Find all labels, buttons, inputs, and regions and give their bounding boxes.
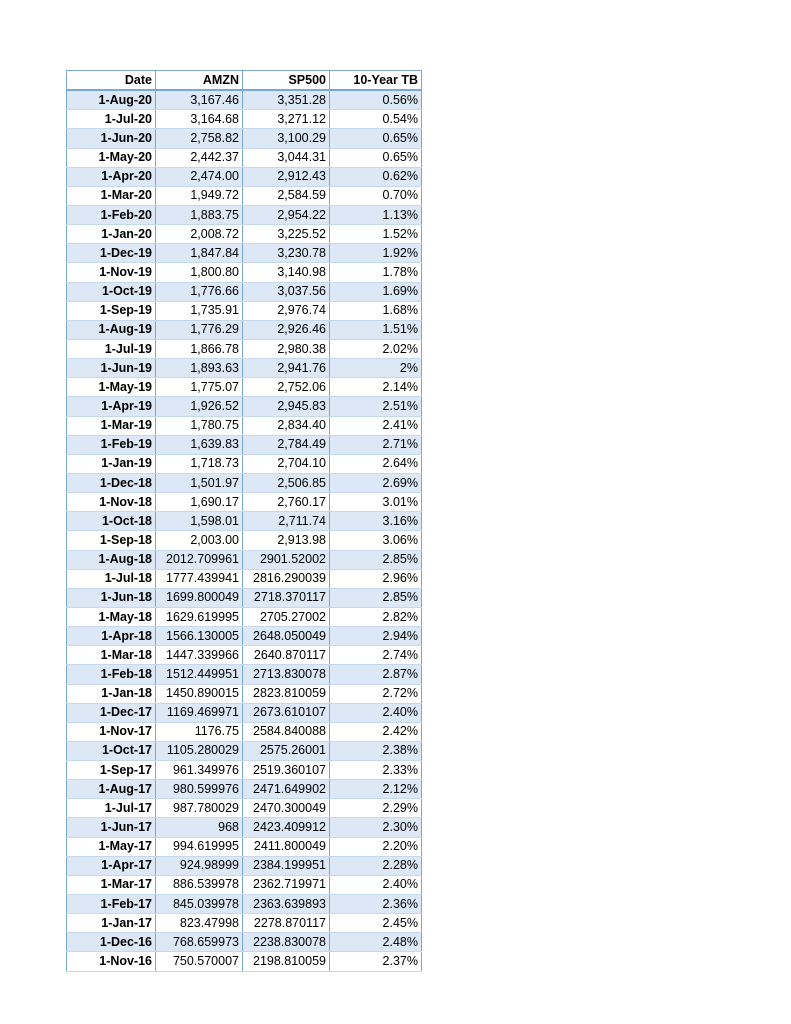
table-row (67, 780, 422, 799)
table-row (67, 952, 422, 971)
treasury-yield-cell[interactable]: 2% (330, 359, 422, 378)
table-row (67, 473, 422, 492)
table-row (67, 684, 422, 703)
header-sp500[interactable]: SP500 (243, 71, 330, 91)
treasury-yield-cell[interactable]: 1.13% (330, 205, 422, 224)
table-row (67, 837, 422, 856)
date-cell[interactable]: 1-Dec-18 (67, 473, 156, 492)
sp500-cell[interactable]: 2648.050049 (243, 627, 330, 646)
table-row (67, 569, 422, 588)
sp500-cell[interactable]: 2816.290039 (243, 569, 330, 588)
amzn-cell[interactable]: 1777.439941 (156, 569, 243, 588)
date-cell[interactable]: 1-Jul-18 (67, 569, 156, 588)
sp500-cell[interactable]: 2,834.40 (243, 416, 330, 435)
date-cell[interactable]: 1-Jul-19 (67, 339, 156, 358)
date-cell[interactable]: 1-Sep-17 (67, 761, 156, 780)
date-cell[interactable]: 1-May-19 (67, 378, 156, 397)
sp500-cell[interactable]: 2,926.46 (243, 320, 330, 339)
header-10-year-tb[interactable]: 10-Year TB (330, 71, 422, 91)
date-cell[interactable]: 1-Sep-19 (67, 301, 156, 320)
sp500-cell[interactable]: 2423.409912 (243, 818, 330, 837)
table-row (67, 799, 422, 818)
amzn-cell[interactable]: 1,776.66 (156, 282, 243, 301)
amzn-cell[interactable]: 1,893.63 (156, 359, 243, 378)
date-cell[interactable]: 1-Jan-20 (67, 225, 156, 244)
table-row (67, 531, 422, 550)
sp500-cell[interactable]: 2575.26001 (243, 741, 330, 760)
table-row (67, 339, 422, 358)
date-cell[interactable]: 1-Jan-18 (67, 684, 156, 703)
sp500-cell[interactable]: 3,225.52 (243, 225, 330, 244)
amzn-cell[interactable]: 1,598.01 (156, 512, 243, 531)
table-body (67, 90, 422, 971)
sp500-cell[interactable]: 3,140.98 (243, 263, 330, 282)
amzn-cell[interactable]: 1512.449951 (156, 665, 243, 684)
date-cell[interactable]: 1-Feb-20 (67, 205, 156, 224)
date-cell[interactable]: 1-Jun-19 (67, 359, 156, 378)
date-cell[interactable]: 1-Nov-18 (67, 493, 156, 512)
sp500-cell[interactable]: 3,100.29 (243, 129, 330, 148)
table-row (67, 110, 422, 129)
date-cell[interactable]: 1-Feb-18 (67, 665, 156, 684)
date-cell[interactable]: 1-Aug-17 (67, 780, 156, 799)
treasury-yield-cell[interactable]: 2.48% (330, 933, 422, 952)
treasury-yield-cell[interactable]: 3.16% (330, 512, 422, 531)
sp500-cell[interactable]: 2470.300049 (243, 799, 330, 818)
sp500-cell[interactable]: 2,976.74 (243, 301, 330, 320)
amzn-cell[interactable]: 961.349976 (156, 761, 243, 780)
amzn-cell[interactable]: 1105.280029 (156, 741, 243, 760)
sp500-cell[interactable]: 2901.52002 (243, 550, 330, 569)
date-cell[interactable]: 1-Dec-19 (67, 244, 156, 263)
date-cell[interactable]: 1-Nov-16 (67, 952, 156, 971)
table-row (67, 225, 422, 244)
treasury-yield-cell[interactable]: 2.74% (330, 646, 422, 665)
treasury-yield-cell[interactable]: 1.51% (330, 320, 422, 339)
amzn-cell[interactable]: 1,776.29 (156, 320, 243, 339)
table-row (67, 397, 422, 416)
amzn-cell[interactable]: 1,718.73 (156, 454, 243, 473)
table-row (67, 761, 422, 780)
amzn-cell[interactable]: 1699.800049 (156, 588, 243, 607)
treasury-yield-cell[interactable]: 2.87% (330, 665, 422, 684)
date-cell[interactable]: 1-Aug-18 (67, 550, 156, 569)
treasury-yield-cell[interactable]: 0.65% (330, 129, 422, 148)
amzn-cell[interactable]: 1,926.52 (156, 397, 243, 416)
sp500-cell[interactable]: 3,044.31 (243, 148, 330, 167)
amzn-cell[interactable]: 1,949.72 (156, 186, 243, 205)
date-cell[interactable]: 1-Dec-16 (67, 933, 156, 952)
date-cell[interactable]: 1-Apr-17 (67, 856, 156, 875)
treasury-yield-cell[interactable]: 2.30% (330, 818, 422, 837)
amzn-cell[interactable]: 823.47998 (156, 914, 243, 933)
table-row (67, 320, 422, 339)
sp500-cell[interactable]: 2,760.17 (243, 493, 330, 512)
sp500-cell[interactable]: 3,230.78 (243, 244, 330, 263)
treasury-yield-cell[interactable]: 2.85% (330, 550, 422, 569)
treasury-yield-cell[interactable]: 2.85% (330, 588, 422, 607)
amzn-cell[interactable]: 1450.890015 (156, 684, 243, 703)
date-cell[interactable]: 1-Oct-17 (67, 741, 156, 760)
date-cell[interactable]: 1-Oct-19 (67, 282, 156, 301)
date-cell[interactable]: 1-Mar-18 (67, 646, 156, 665)
sp500-cell[interactable]: 2471.649902 (243, 780, 330, 799)
treasury-yield-cell[interactable]: 2.45% (330, 914, 422, 933)
sp500-cell[interactable]: 2,506.85 (243, 473, 330, 492)
table-row (67, 588, 422, 607)
date-cell[interactable]: 1-Apr-18 (67, 627, 156, 646)
treasury-yield-cell[interactable]: 2.51% (330, 397, 422, 416)
treasury-yield-cell[interactable]: 2.36% (330, 895, 422, 914)
date-cell[interactable]: 1-Mar-19 (67, 416, 156, 435)
treasury-yield-cell[interactable]: 3.06% (330, 531, 422, 550)
header-amzn[interactable]: AMZN (156, 71, 243, 91)
date-cell[interactable]: 1-Aug-20 (67, 90, 156, 110)
table-row (67, 703, 422, 722)
date-cell[interactable]: 1-Apr-19 (67, 397, 156, 416)
date-cell[interactable]: 1-Sep-18 (67, 531, 156, 550)
sp500-cell[interactable]: 2705.27002 (243, 607, 330, 626)
treasury-yield-cell[interactable]: 1.69% (330, 282, 422, 301)
date-cell[interactable]: 1-Jan-19 (67, 454, 156, 473)
date-cell[interactable]: 1-May-17 (67, 837, 156, 856)
date-cell[interactable]: 1-Mar-17 (67, 875, 156, 894)
table-row (67, 493, 422, 512)
treasury-yield-cell[interactable]: 2.69% (330, 473, 422, 492)
table-row (67, 378, 422, 397)
amzn-cell[interactable]: 886.539978 (156, 875, 243, 894)
treasury-yield-cell[interactable]: 2.28% (330, 856, 422, 875)
sp500-cell[interactable]: 2584.840088 (243, 722, 330, 741)
treasury-yield-cell[interactable]: 2.41% (330, 416, 422, 435)
amzn-cell[interactable]: 2,442.37 (156, 148, 243, 167)
table-row (67, 512, 422, 531)
sp500-cell[interactable]: 2,711.74 (243, 512, 330, 531)
sp500-cell[interactable]: 2384.199951 (243, 856, 330, 875)
sp500-cell[interactable]: 2363.639893 (243, 895, 330, 914)
table-row (67, 359, 422, 378)
amzn-cell[interactable]: 924.98999 (156, 856, 243, 875)
amzn-cell[interactable]: 1,883.75 (156, 205, 243, 224)
table-row (67, 895, 422, 914)
treasury-yield-cell[interactable]: 2.38% (330, 741, 422, 760)
treasury-yield-cell[interactable]: 0.65% (330, 148, 422, 167)
table-row (67, 454, 422, 473)
treasury-yield-cell[interactable]: 0.70% (330, 186, 422, 205)
amzn-cell[interactable]: 3,167.46 (156, 90, 243, 110)
sp500-cell[interactable]: 2,784.49 (243, 435, 330, 454)
treasury-yield-cell[interactable]: 1.78% (330, 263, 422, 282)
amzn-cell[interactable]: 1,780.75 (156, 416, 243, 435)
amzn-cell[interactable]: 1566.130005 (156, 627, 243, 646)
sp500-cell[interactable]: 3,271.12 (243, 110, 330, 129)
table-row (67, 129, 422, 148)
treasury-yield-cell[interactable]: 2.94% (330, 627, 422, 646)
treasury-yield-cell[interactable]: 2.40% (330, 875, 422, 894)
treasury-yield-cell[interactable]: 2.82% (330, 607, 422, 626)
table-header (67, 71, 422, 91)
amzn-cell[interactable]: 994.619995 (156, 837, 243, 856)
date-cell[interactable]: 1-Apr-20 (67, 167, 156, 186)
treasury-yield-cell[interactable]: 2.71% (330, 435, 422, 454)
amzn-cell[interactable]: 2,008.72 (156, 225, 243, 244)
sp500-cell[interactable]: 2,912.43 (243, 167, 330, 186)
amzn-cell[interactable]: 750.570007 (156, 952, 243, 971)
table-row (67, 550, 422, 569)
sp500-cell[interactable]: 2823.810059 (243, 684, 330, 703)
sp500-cell[interactable]: 2,584.59 (243, 186, 330, 205)
date-cell[interactable]: 1-Jun-17 (67, 818, 156, 837)
sp500-cell[interactable]: 3,351.28 (243, 90, 330, 110)
date-cell[interactable]: 1-Aug-19 (67, 320, 156, 339)
sp500-cell[interactable]: 2713.830078 (243, 665, 330, 684)
table-row (67, 263, 422, 282)
table-row (67, 282, 422, 301)
amzn-cell[interactable]: 1,735.91 (156, 301, 243, 320)
amzn-cell[interactable]: 1176.75 (156, 722, 243, 741)
sp500-cell[interactable]: 2,945.83 (243, 397, 330, 416)
date-cell[interactable]: 1-Jul-17 (67, 799, 156, 818)
amzn-cell[interactable]: 1,690.17 (156, 493, 243, 512)
sp500-cell[interactable]: 2,752.06 (243, 378, 330, 397)
treasury-yield-cell[interactable]: 2.14% (330, 378, 422, 397)
date-cell[interactable]: 1-May-18 (67, 607, 156, 626)
table-row (67, 741, 422, 760)
treasury-yield-cell[interactable]: 1.52% (330, 225, 422, 244)
table-row (67, 416, 422, 435)
date-cell[interactable]: 1-Nov-17 (67, 722, 156, 741)
header-row (67, 71, 422, 91)
sp500-cell[interactable]: 2640.870117 (243, 646, 330, 665)
amzn-cell[interactable]: 2,003.00 (156, 531, 243, 550)
treasury-yield-cell[interactable]: 0.56% (330, 90, 422, 110)
date-cell[interactable]: 1-Jun-20 (67, 129, 156, 148)
amzn-cell[interactable]: 1,866.78 (156, 339, 243, 358)
data-table (66, 70, 422, 972)
date-cell[interactable]: 1-Oct-18 (67, 512, 156, 531)
treasury-yield-cell[interactable]: 2.64% (330, 454, 422, 473)
amzn-cell[interactable]: 1,501.97 (156, 473, 243, 492)
sp500-cell[interactable]: 2,980.38 (243, 339, 330, 358)
sp500-cell[interactable]: 2673.610107 (243, 703, 330, 722)
table-row (67, 167, 422, 186)
date-cell[interactable]: 1-Dec-17 (67, 703, 156, 722)
amzn-cell[interactable]: 1,775.07 (156, 378, 243, 397)
amzn-cell[interactable]: 2,758.82 (156, 129, 243, 148)
sp500-cell[interactable]: 2718.370117 (243, 588, 330, 607)
table-row (67, 722, 422, 741)
amzn-cell[interactable]: 987.780029 (156, 799, 243, 818)
treasury-yield-cell[interactable]: 2.72% (330, 684, 422, 703)
table-row (67, 435, 422, 454)
amzn-cell[interactable]: 1,847.84 (156, 244, 243, 263)
sp500-cell[interactable]: 2362.719971 (243, 875, 330, 894)
date-cell[interactable]: 1-Feb-17 (67, 895, 156, 914)
table-row (67, 301, 422, 320)
amzn-cell[interactable]: 980.599976 (156, 780, 243, 799)
treasury-yield-cell[interactable]: 2.12% (330, 780, 422, 799)
amzn-cell[interactable]: 1,639.83 (156, 435, 243, 454)
sp500-cell[interactable]: 2411.800049 (243, 837, 330, 856)
date-cell[interactable]: 1-Mar-20 (67, 186, 156, 205)
table-row (67, 856, 422, 875)
sp500-cell[interactable]: 2,941.76 (243, 359, 330, 378)
amzn-cell[interactable]: 768.659973 (156, 933, 243, 952)
treasury-yield-cell[interactable]: 0.54% (330, 110, 422, 129)
table-row (67, 933, 422, 952)
amzn-cell[interactable]: 1629.619995 (156, 607, 243, 626)
treasury-yield-cell[interactable]: 1.68% (330, 301, 422, 320)
treasury-yield-cell[interactable]: 2.40% (330, 703, 422, 722)
table-row (67, 646, 422, 665)
table-row (67, 607, 422, 626)
table-row (67, 244, 422, 263)
amzn-cell[interactable]: 2,474.00 (156, 167, 243, 186)
table-row (67, 914, 422, 933)
sp500-cell[interactable]: 2238.830078 (243, 933, 330, 952)
sp500-cell[interactable]: 2278.870117 (243, 914, 330, 933)
treasury-yield-cell[interactable]: 2.33% (330, 761, 422, 780)
table-row (67, 90, 422, 110)
sp500-cell[interactable]: 3,037.56 (243, 282, 330, 301)
date-cell[interactable]: 1-May-20 (67, 148, 156, 167)
treasury-yield-cell[interactable]: 2.29% (330, 799, 422, 818)
date-cell[interactable]: 1-Jul-20 (67, 110, 156, 129)
date-cell[interactable]: 1-Nov-19 (67, 263, 156, 282)
amzn-cell[interactable]: 2012.709961 (156, 550, 243, 569)
table-row (67, 875, 422, 894)
treasury-yield-cell[interactable]: 2.37% (330, 952, 422, 971)
amzn-cell[interactable]: 1447.339966 (156, 646, 243, 665)
sp500-cell[interactable]: 2519.360107 (243, 761, 330, 780)
date-cell[interactable]: 1-Jan-17 (67, 914, 156, 933)
amzn-cell[interactable]: 1,800.80 (156, 263, 243, 282)
table-row (67, 627, 422, 646)
treasury-yield-cell[interactable]: 1.92% (330, 244, 422, 263)
treasury-yield-cell[interactable]: 0.62% (330, 167, 422, 186)
sp500-cell[interactable]: 2,954.22 (243, 205, 330, 224)
table-row (67, 186, 422, 205)
treasury-yield-cell[interactable]: 2.96% (330, 569, 422, 588)
treasury-yield-cell[interactable]: 3.01% (330, 493, 422, 512)
table-row (67, 205, 422, 224)
date-cell[interactable]: 1-Feb-19 (67, 435, 156, 454)
table-row (67, 665, 422, 684)
table-row (67, 148, 422, 167)
treasury-yield-cell[interactable]: 2.42% (330, 722, 422, 741)
amzn-cell[interactable]: 845.039978 (156, 895, 243, 914)
sp500-cell[interactable]: 2198.810059 (243, 952, 330, 971)
amzn-cell[interactable]: 1169.469971 (156, 703, 243, 722)
amzn-cell[interactable]: 968 (156, 818, 243, 837)
sp500-cell[interactable]: 2,913.98 (243, 531, 330, 550)
header-date[interactable]: Date (67, 71, 156, 91)
date-cell[interactable]: 1-Jun-18 (67, 588, 156, 607)
treasury-yield-cell[interactable]: 2.20% (330, 837, 422, 856)
treasury-yield-cell[interactable]: 2.02% (330, 339, 422, 358)
amzn-cell[interactable]: 3,164.68 (156, 110, 243, 129)
table-row (67, 818, 422, 837)
sp500-cell[interactable]: 2,704.10 (243, 454, 330, 473)
